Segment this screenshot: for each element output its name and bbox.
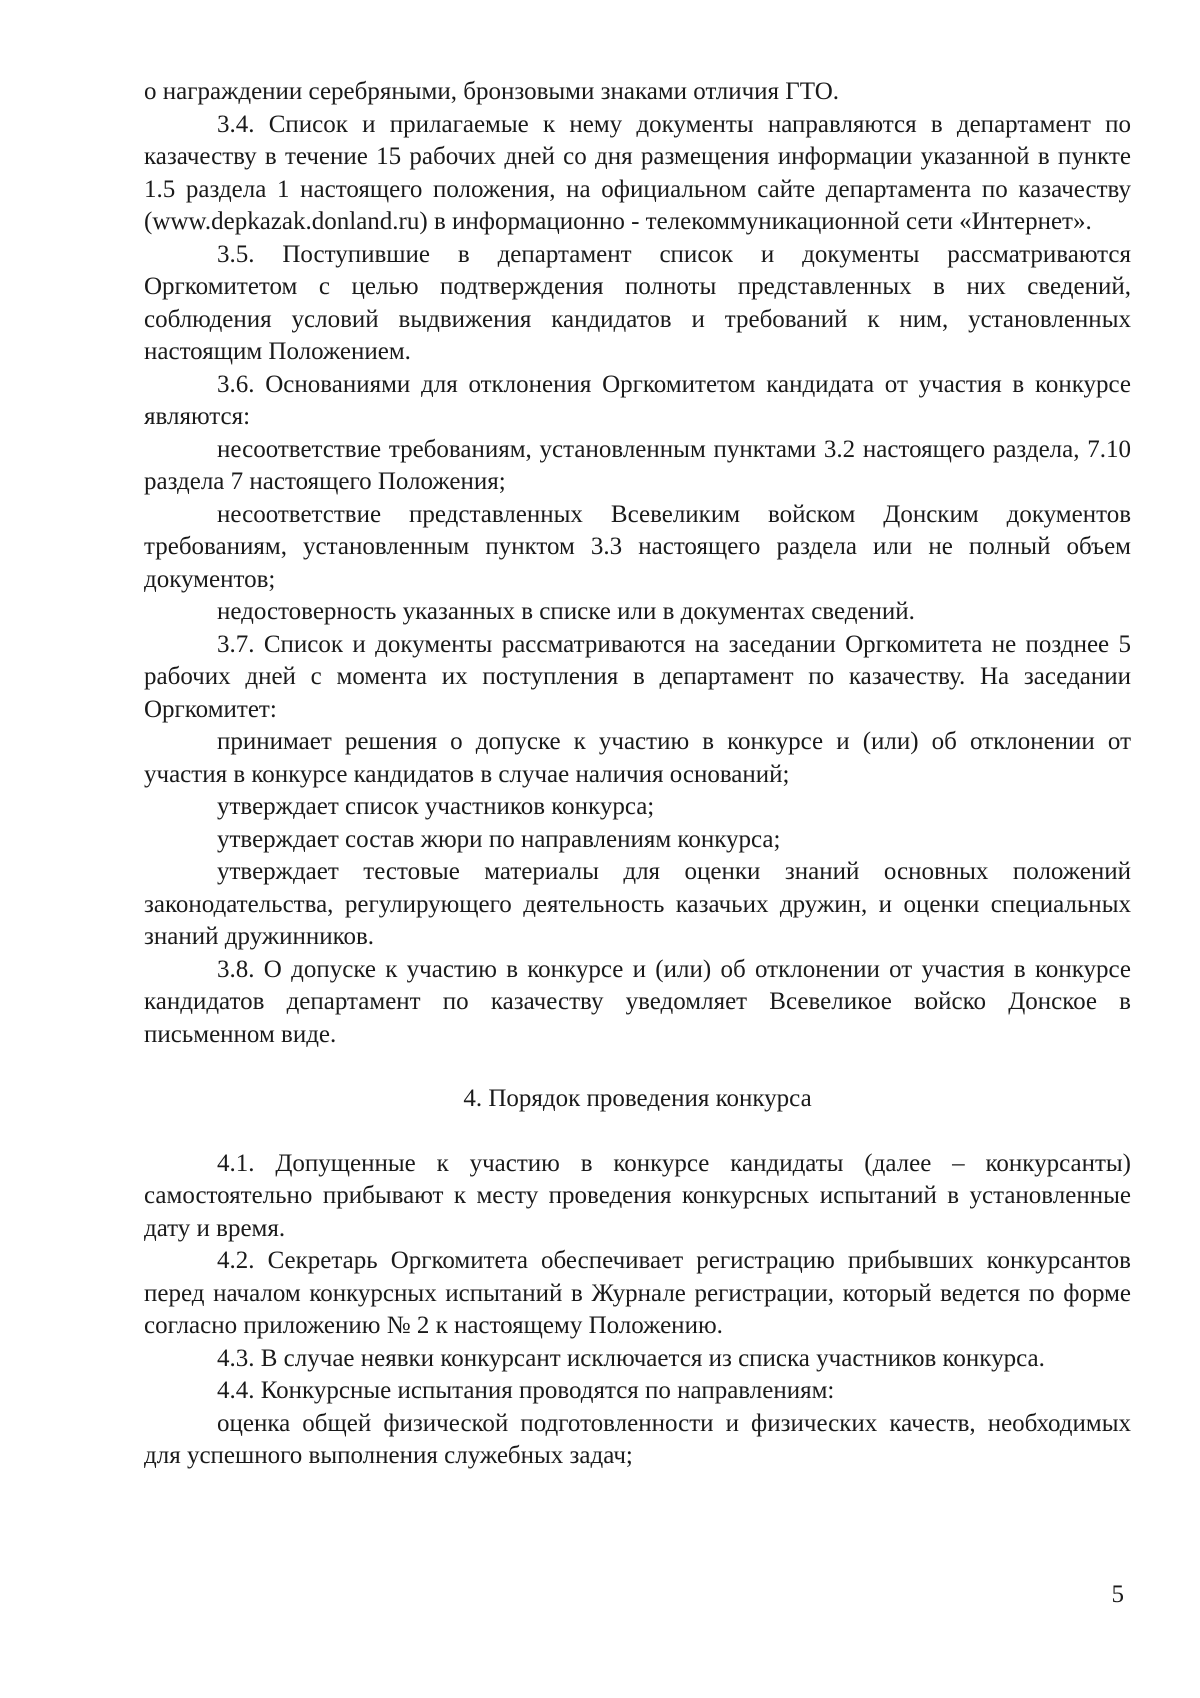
paragraph-3-4: 3.4. Список и прилагаемые к нему документы направляются в департамент по казачеству в течение 15 рабочих дней со дня размещения информации указанной в пункте 1.5 раздела 1 настоящего положения, на официальном сайте департамента по казачеству (www.depkazak.donland.ru) в информационно - телекоммуникационной сети «Интернет».	[144, 110, 1131, 235]
list-item-requirements-mismatch: несоответствие требованиям, установленным пунктами 3.2 настоящего раздела, 7.10 раздела 7 настоящего Положения;	[144, 435, 1131, 495]
list-item-participants-list: утверждает список участников конкурса;	[217, 793, 655, 820]
paragraph-4-3: 4.3. В случае неявки конкурсант исключается из списка участников конкурса.	[217, 1344, 1045, 1372]
list-item-test-materials: утверждает тестовые материалы для оценки знаний основных положений законодательства, регулирующего деятельность казачьих дружин, и оценки специальных знаний дружинников.	[144, 858, 1131, 950]
paragraph-continuation: о награждении серебряными, бронзовыми знаками отличия ГТО.	[144, 78, 840, 105]
paragraph-4-2: 4.2. Секретарь Оргкомитета обеспечивает регистрацию прибывших конкурсантов перед началом конкурсных испытаний в Журнале регистрации, который ведется по форме согласно приложению № 2 к настоящему Положению.	[144, 1247, 1131, 1339]
list-item-documents-mismatch: несоответствие представленных Всевеликим войском Донским документов требованиям, установленным пунктом 3.3 настоящего раздела или не полный объем документов;	[144, 500, 1131, 593]
page-number: 5	[1111, 1581, 1124, 1608]
paragraph-3-5: 3.5. Поступившие в департамент список и документы рассматриваются Оргкомитетом с целью подтверждения полноты представленных в них сведений, соблюдения условий выдвижения кандидатов и требований к ним, установленных настоящим Положением.	[144, 240, 1131, 365]
paragraph-4-4: 4.4. Конкурсные испытания проводятся по направлениям:	[217, 1377, 835, 1404]
paragraph-3-6: 3.6. Основаниями для отклонения Оргкомитетом кандидата от участия в конкурсе являются:	[144, 370, 1131, 430]
paragraph-3-7: 3.7. Список и документы рассматриваются на заседании Оргкомитета не позднее 5 рабочих дней с момента их поступления в департамент по казачеству. На заседании Оргкомитет:	[144, 630, 1131, 723]
paragraph-4-1: 4.1. Допущенные к участию в конкурсе кандидаты (далее – конкурсанты) самостоятельно прибывают к месту проведения конкурсных испытаний в установленные дату и время.	[144, 1149, 1131, 1242]
list-item-unreliable-info: недостоверность указанных в списке или в документах сведений.	[217, 598, 915, 625]
document-body	[144, 76, 1131, 1473]
section-heading: 4. Порядок проведения конкурса	[463, 1085, 812, 1112]
paragraph-3-8: 3.8. О допуске к участию в конкурсе и (или) об отклонении от участия в конкурсе кандидатов департамент по казачеству уведомляет Всевеликое войско Донское в письменном виде.	[144, 955, 1131, 1048]
list-item-jury: утверждает состав жюри по направлениям конкурса;	[217, 825, 781, 853]
list-item-admission-decision: принимает решения о допуске к участию в конкурсе и (или) об отклонении от участия в конкурсе кандидатов в случае наличия оснований;	[144, 728, 1131, 788]
list-item-physical-assessment: оценка общей физической подготовленности и физических качеств, необходимых для успешного выполнения служебных задач;	[144, 1409, 1131, 1469]
